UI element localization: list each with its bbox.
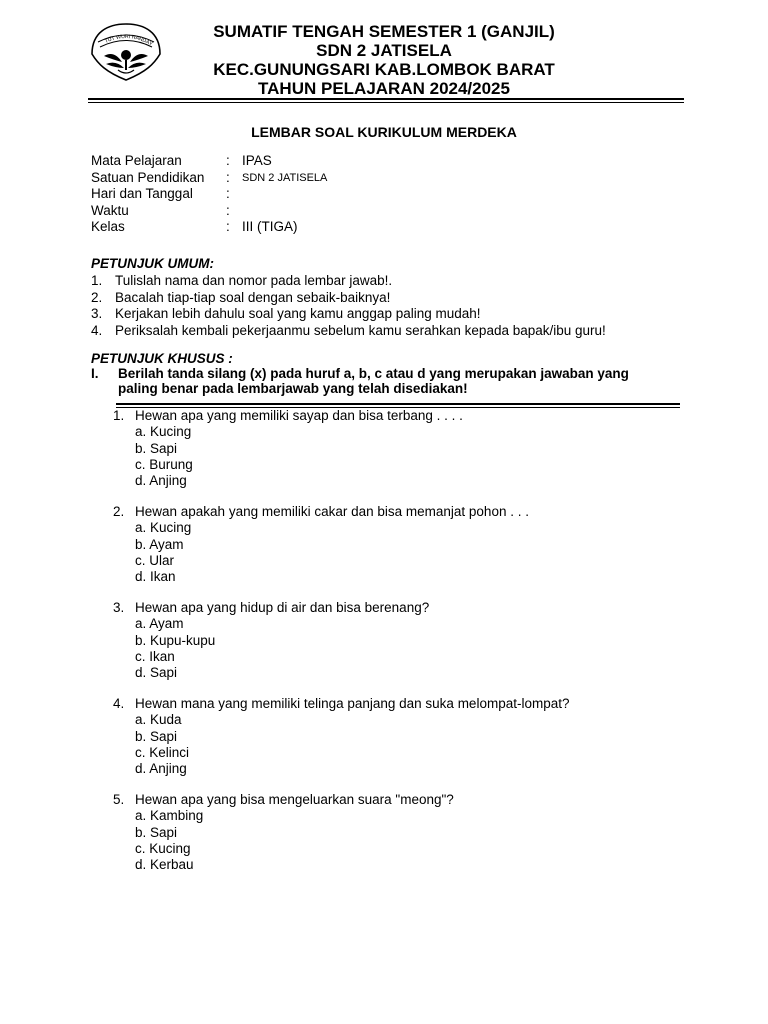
list-text: Kerjakan lebih dahulu soal yang kamu anggap paling mudah! [115, 306, 481, 321]
answer-option: b. Kupu-kupu [135, 632, 216, 648]
answer-option: c. Kelinci [135, 744, 190, 760]
info-value: IPAS [242, 153, 272, 168]
info-colon: : [226, 169, 230, 185]
question-text: Hewan apakah yang memiliki cakar dan bisa memanjat pohon . . . [135, 504, 529, 519]
info-value: SDN 2 JATISELA [242, 171, 328, 184]
answer-option: a. Kambing [135, 808, 204, 824]
info-label: Hari dan Tanggal [91, 186, 193, 201]
answer-option: d. Sapi [135, 665, 178, 681]
list-number: 4. [91, 322, 103, 338]
header-line-exam: SUMATIF TENGAH SEMESTER 1 (GANJIL) [213, 22, 555, 41]
info-colon: : [226, 153, 230, 168]
question-line [113, 504, 529, 520]
header-divider-thick [88, 98, 684, 100]
info-value: III (TIGA) [242, 219, 298, 234]
tut-wuri-handayani-logo [88, 20, 164, 84]
question-text: Hewan mana yang memiliki telinga panjang dan suka melompat-lompat? [135, 696, 570, 711]
header-divider-thin [88, 102, 684, 103]
answer-option: c. Kucing [135, 840, 191, 856]
list-number: 1. [91, 273, 103, 288]
question-3 [113, 600, 430, 681]
answer-option: d. Anjing [135, 473, 187, 489]
general-instructions-title: PETUNJUK UMUM: [91, 256, 214, 271]
answer-option: b. Sapi [135, 440, 178, 456]
info-label: Mata Pelajaran [91, 153, 182, 168]
answer-option: c. Ular [135, 552, 175, 568]
answer-option: d. Ikan [135, 569, 176, 585]
header-line-year: TAHUN PELAJARAN 2024/2025 [258, 79, 510, 98]
question-1 [113, 408, 463, 489]
list-text: Periksalah kembali pekerjaanmu sebelum kamu serahkan kepada bapak/ibu guru! [115, 322, 606, 338]
list-text: Bacalah tiap-tiap soal dengan sebaik-baiknya! [115, 289, 391, 305]
answer-option: a. Ayam [135, 616, 184, 632]
answer-option: a. Kucing [135, 424, 192, 440]
info-label: Satuan Pendidikan [91, 169, 205, 185]
answer-option: d. Kerbau [135, 857, 194, 873]
answer-option: b. Sapi [135, 824, 178, 840]
info-colon: : [226, 186, 230, 201]
question-2 [113, 504, 529, 585]
question-line [113, 600, 430, 616]
question-number: 5. [113, 792, 125, 807]
info-label: Waktu [91, 202, 129, 218]
question-5 [113, 792, 454, 873]
answer-option: b. Ayam [135, 536, 184, 552]
question-number: 2. [113, 504, 125, 519]
question-line [113, 696, 570, 712]
info-label: Kelas [91, 219, 125, 234]
question-number: 1. [113, 408, 125, 423]
question-text: Hewan apa yang hidup di air dan bisa berenang? [135, 600, 430, 615]
answer-option: b. Sapi [135, 728, 178, 744]
question-4 [113, 696, 570, 777]
question-number: 3. [113, 600, 125, 615]
answer-option: c. Ikan [135, 648, 175, 664]
question-text: Hewan apa yang bisa mengeluarkan suara "meong"? [135, 792, 454, 807]
question-line [113, 408, 463, 424]
info-colon: : [226, 202, 230, 218]
list-number: 2. [91, 289, 103, 305]
list-number: 3. [91, 306, 103, 321]
special-instruction-text: Berilah tanda silang (x) pada huruf a, b, c atau d yang merupakan jawaban yang paling benar pada lembarjawab yang telah disediakan! [118, 366, 629, 396]
question-text: Hewan apa yang memiliki sayap dan bisa terbang . . . . [135, 408, 463, 423]
answer-option: d. Anjing [135, 761, 187, 777]
section-roman-numeral: I. [91, 366, 99, 381]
instruction-divider-thick [116, 403, 680, 405]
logo-ribbon-text: TUT WURI HANDAY [104, 33, 154, 48]
school-header [160, 22, 608, 98]
question-number: 4. [113, 696, 125, 711]
header-line-school: SDN 2 JATISELA [316, 41, 452, 60]
question-line [113, 792, 454, 808]
sheet-title: LEMBAR SOAL KURIKULUM MERDEKA [251, 124, 517, 140]
answer-option: c. Burung [135, 456, 193, 472]
special-instructions-title: PETUNJUK KHUSUS : [91, 351, 233, 366]
answer-option: a. Kuda [135, 712, 182, 728]
header-line-district: KEC.GUNUNGSARI KAB.LOMBOK BARAT [213, 60, 555, 79]
info-colon: : [226, 219, 230, 234]
list-text: Tulislah nama dan nomor pada lembar jawab!. [115, 273, 393, 288]
answer-option: a. Kucing [135, 520, 192, 536]
